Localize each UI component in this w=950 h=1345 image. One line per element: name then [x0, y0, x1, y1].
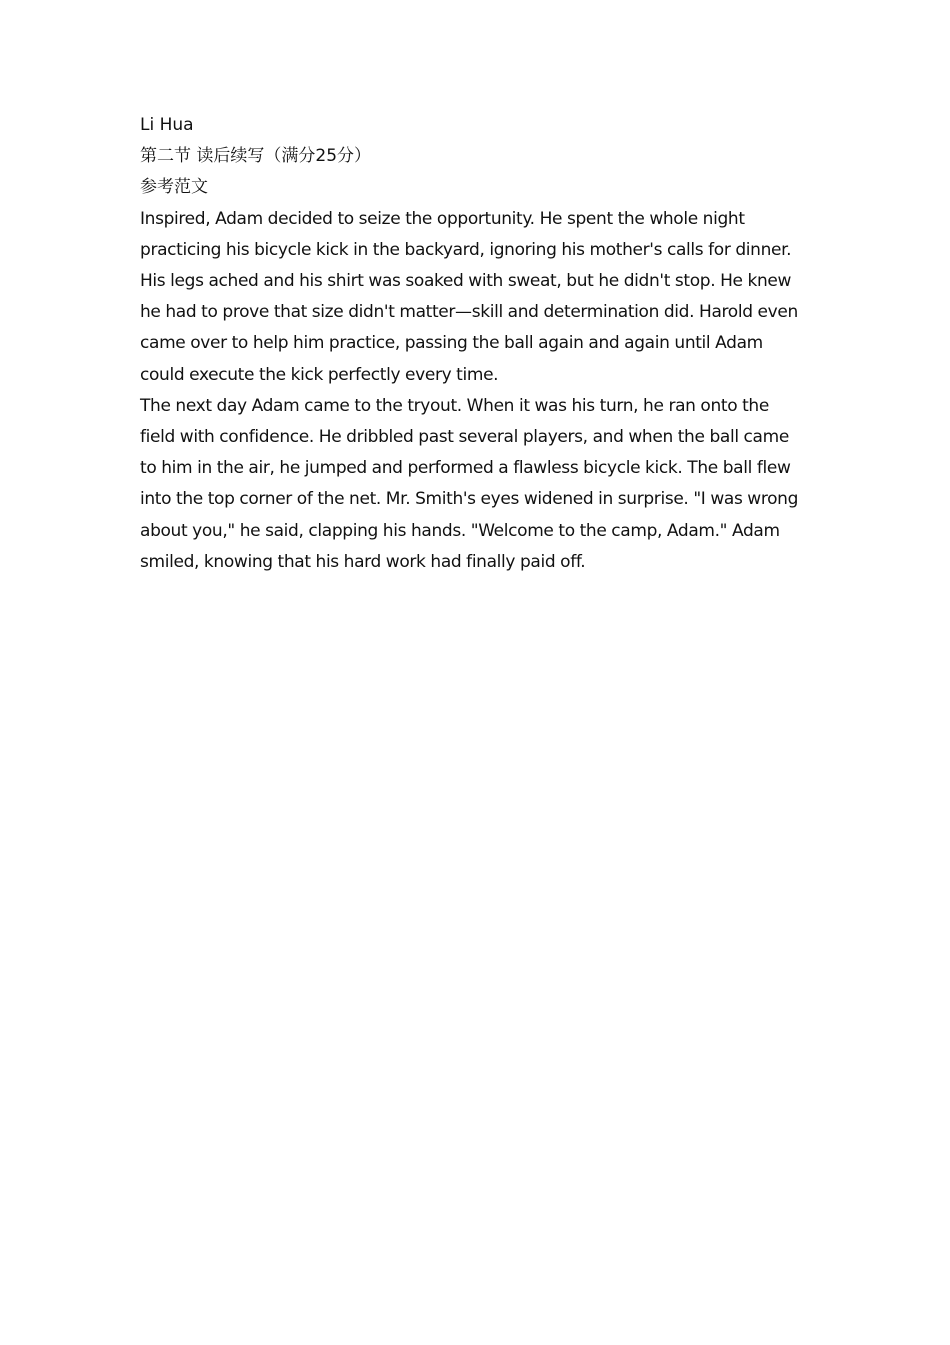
section-heading: 第二节 读后续写（满分25分）: [140, 146, 372, 167]
reference-label: 参考范文: [140, 177, 208, 198]
document-content: [140, 110, 808, 578]
essay-paragraph-2: The next day Adam came to the tryout. When it was his turn, he ran onto the field with confidence. He dribbled past several players, and when the ball came to him in the air, he jumped and performed a flawless bicycle kick. The ball flew into the top corner of the net. Mr. Smith's eyes widened in surprise. "I was wrong about you," he said, clapping his hands. "Welcome to the camp, Adam." Adam smiled, knowing that his hard work had finally paid off.: [140, 395, 799, 572]
essay-paragraph-1: Inspired, Adam decided to seize the opportunity. He spent the whole night practicing his bicycle kick in the backyard, ignoring his mother's calls for dinner. His legs ached and his shirt was soaked with sweat, but he didn't stop. He knew he had to prove that size didn't matter—skill and determination did. Harold even came over to help him practice, passing the ball again and again until Adam could execute the kick perfectly every time.: [140, 208, 798, 385]
author-name: Li Hua: [140, 115, 194, 135]
